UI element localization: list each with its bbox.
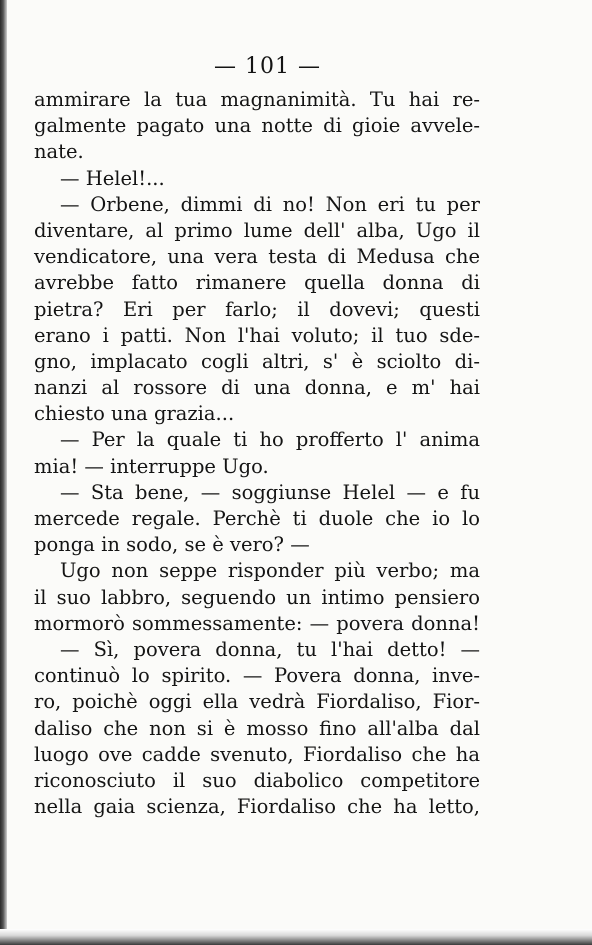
text-line: erano i patti. Non l'hai voluto; il tuo sde- [34, 323, 480, 347]
text-line: ro, poichè oggi ella vedrà Fiordaliso, Fior- [34, 690, 480, 714]
text-line: avrebbe fatto rimanere quella donna di [34, 271, 480, 295]
text-line: mercede regale. Perchè ti duole che io lo [34, 507, 480, 530]
page-bottom-edge [0, 929, 592, 945]
text-line: — Orbene, dimmi di no! Non eri tu per [60, 192, 480, 216]
text-line: galmente pagato una notte di gioie avvele- [34, 114, 480, 138]
text-line: mormorò sommessamente: — povera donna! [34, 611, 480, 635]
page-binding-edge [0, 0, 7, 945]
text-line: il suo labbro, seguendo un intimo pensiero [34, 585, 480, 609]
text-line: luogo ove cadde svenuto, Fiordaliso che ha [34, 742, 480, 766]
text-line: continuò lo spirito. — Povera donna, inve- [34, 664, 480, 688]
text-line: vendicatore, una vera testa di Medusa che [34, 245, 480, 269]
text-line: pietra? Eri per farlo; il dovevi; questi [34, 297, 480, 321]
text-line: gno, implacato cogli altri, s' è sciolto di- [34, 349, 480, 373]
text-line: — Helel!... [60, 166, 165, 190]
text-line: ammirare la tua magnanimità. Tu hai re- [34, 88, 480, 111]
text-line: nella gaia scienza, Fiordaliso che ha letto, [34, 795, 480, 819]
page-number: — 101 — [214, 54, 321, 79]
text-line: — Per la quale ti ho profferto l' anima [60, 428, 480, 452]
text-line: nate. [34, 140, 84, 164]
body-text [34, 87, 480, 820]
text-line: ponga in sodo, se è vero? — [34, 533, 310, 557]
text-line: — Sta bene, — soggiunse Helel — e fu [60, 480, 480, 504]
text-line: riconosciuto il suo diabolico competitore [34, 768, 480, 792]
text-line: diventare, al primo lume dell' alba, Ugo il [34, 218, 480, 242]
text-line: Ugo non seppe risponder più verbo; ma [60, 559, 480, 583]
text-line: nanzi al rossore di una donna, e m' hai [34, 376, 480, 400]
text-line: mia! — interruppe Ugo. [34, 454, 269, 478]
text-line: chiesto una grazia... [34, 402, 235, 426]
text-line: daliso che non si è mosso fino all'alba dal [34, 716, 480, 740]
text-line: — Sì, povera donna, tu l'hai detto! — [60, 637, 480, 661]
